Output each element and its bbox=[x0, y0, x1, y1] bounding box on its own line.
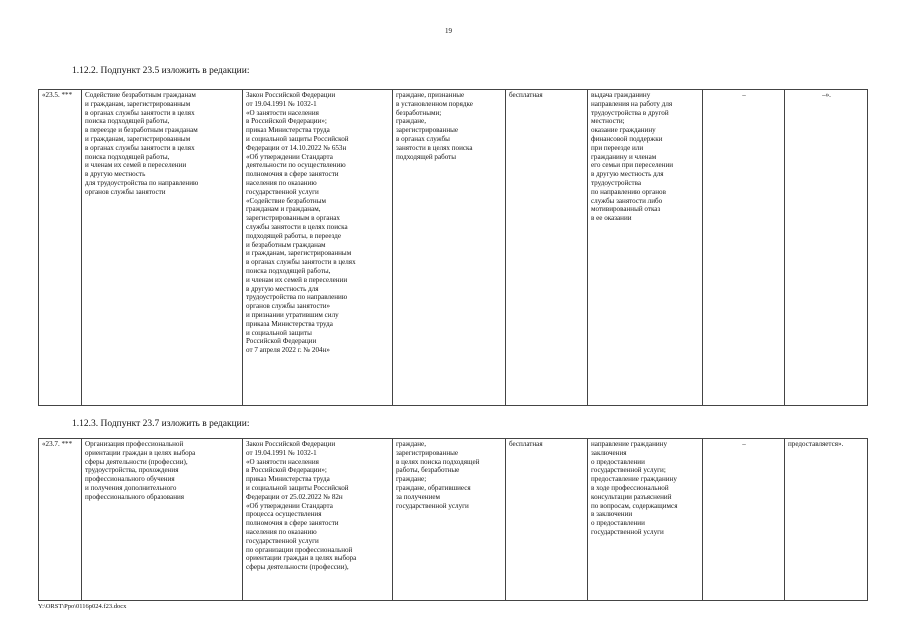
cell-line: полномочия в сфере занятости bbox=[246, 170, 339, 179]
cell-line: Федерации от 14.10.2022 № 653н bbox=[246, 143, 347, 152]
cell-line: по направлению органов bbox=[591, 187, 666, 196]
cell-line: и социальной защиты Российской bbox=[246, 134, 349, 143]
cell-line: в органах службы занятости в целях bbox=[85, 108, 195, 117]
cell-line: сферы деятельности (профессии), bbox=[246, 563, 349, 572]
cell-line: в Российской Федерации»; bbox=[246, 466, 327, 475]
table-row bbox=[39, 90, 868, 406]
cell-line: «Об утверждении Стандарта bbox=[246, 152, 333, 161]
cell-line: и признании утратившим силу bbox=[246, 310, 339, 319]
service-name-cell bbox=[82, 439, 243, 601]
cell-line: приказа Министерства труда bbox=[246, 319, 333, 328]
cell-line: занятости в целях поиска bbox=[396, 143, 473, 152]
cell-line: поиска подходящей работы, bbox=[85, 117, 170, 126]
cell-line: в органах службы занятости в целях bbox=[85, 143, 195, 152]
cell-line: трудоустройства, прохождения bbox=[85, 466, 179, 475]
cell-line: органов службы занятости bbox=[85, 187, 166, 196]
section-heading-23-7: 1.12.3. Подпункт 23.7 изложить в редакции: bbox=[72, 419, 250, 429]
cell-line: в ее оказании bbox=[591, 214, 632, 223]
item-number-cell: «23.5. *** bbox=[39, 90, 82, 406]
cell-line: в органах службы bbox=[396, 134, 450, 143]
cell-line: по вопросам, содержащимся bbox=[591, 501, 678, 510]
cell-line: государственной услуги bbox=[246, 187, 319, 196]
item-number-cell: «23.7. *** bbox=[39, 439, 82, 601]
cell-line: процесса осуществления bbox=[246, 510, 322, 519]
cell-line: зарегистрированные bbox=[396, 448, 459, 457]
cell-line: его семьи при переселении bbox=[591, 161, 674, 170]
cell-line: по организации профессиональной bbox=[246, 545, 353, 554]
cell-line: работы, безработные bbox=[396, 466, 460, 475]
recipients-cell bbox=[393, 90, 506, 406]
cell-line: в другую местность для bbox=[591, 170, 664, 179]
cell-line: выдача гражданину bbox=[591, 91, 651, 99]
cell-line: о предоставлении bbox=[591, 519, 645, 528]
cell-line: в установленном порядке bbox=[396, 99, 473, 108]
cell-line: в другую местность bbox=[85, 170, 146, 179]
cell-line: Организация профессиональной bbox=[85, 440, 184, 448]
cell-line: населения по оказанию bbox=[246, 527, 317, 536]
recipients-cell bbox=[393, 439, 506, 601]
cell-line: при переезде или bbox=[591, 143, 644, 152]
cell-line: «О занятости населения bbox=[246, 108, 319, 117]
cell-line: Содействие безработным гражданам bbox=[85, 91, 196, 99]
column-7-cell: – bbox=[703, 90, 785, 406]
cell-line: государственной услуги bbox=[396, 501, 469, 510]
cell-line: «Содействие безработным bbox=[246, 196, 326, 205]
cell-line: приказ Министерства труда bbox=[246, 475, 330, 484]
cell-line: в Российской Федерации»; bbox=[246, 117, 327, 126]
cell-line: сферы деятельности (профессии), bbox=[85, 457, 188, 466]
table-row bbox=[39, 439, 868, 601]
cell-line: направление гражданину bbox=[591, 440, 668, 448]
cell-line: в целях поиска подходящей bbox=[396, 457, 480, 466]
cell-line: «Об утверждении Стандарта bbox=[246, 501, 333, 510]
cell-line: поиска подходящей работы, bbox=[246, 266, 331, 275]
cell-line: финансовой поддержки bbox=[591, 134, 663, 143]
legal-basis-cell bbox=[243, 439, 393, 601]
cell-line: «О занятости населения bbox=[246, 457, 319, 466]
cell-line: и гражданам, зарегистрированным bbox=[85, 99, 191, 108]
cell-line: ориентации граждан в целях выбора bbox=[246, 554, 357, 563]
cell-line: консультации разъяснений bbox=[591, 492, 672, 501]
cell-line: профессионального образования bbox=[85, 492, 185, 501]
file-path-footer: Y:\ORST\Ppo\0116p024.f23.docx bbox=[38, 603, 127, 610]
section-heading-23-5: 1.12.2. Подпункт 23.5 изложить в редакции: bbox=[72, 66, 250, 76]
cell-line: трудоустройства в другой bbox=[591, 108, 669, 117]
cell-line: и получения дополнительного bbox=[85, 483, 177, 492]
cell-line: и безработным гражданам bbox=[246, 240, 326, 249]
cell-line: заключения bbox=[591, 448, 627, 457]
cell-line: поиска подходящей работы, bbox=[85, 152, 170, 161]
cell-line: государственной услуги bbox=[591, 527, 664, 536]
cell-line: профессионального обучения bbox=[85, 475, 175, 484]
cell-line: от 19.04.1991 № 1032-1 bbox=[246, 448, 317, 457]
cell-line: за получением bbox=[396, 492, 441, 501]
cell-line: Закон Российской Федерации bbox=[246, 91, 336, 99]
result-cell bbox=[588, 90, 703, 406]
cell-line: направления на работу для bbox=[591, 99, 673, 108]
result-cell bbox=[588, 439, 703, 601]
cell-line: Закон Российской Федерации bbox=[246, 440, 336, 448]
cell-line: в заключении bbox=[591, 510, 633, 519]
cell-line: Федерации от 25.02.2022 № 82н bbox=[246, 492, 343, 501]
cell-line: трудоустройства по направлению bbox=[246, 293, 348, 302]
cell-line: о предоставлении bbox=[591, 457, 645, 466]
cell-line: предоставление гражданину bbox=[591, 475, 677, 484]
cell-line: для трудоустройства по направлению bbox=[85, 178, 199, 187]
cell-line: и гражданам, зарегистрированным bbox=[246, 249, 352, 258]
cell-line: безработными; bbox=[396, 108, 442, 117]
cell-line: ориентации граждан в целях выбора bbox=[85, 448, 196, 457]
cell-line: приказ Министерства труда bbox=[246, 126, 330, 135]
column-8-cell: предоставляется». bbox=[785, 439, 868, 601]
cell-line: гражданам и гражданам, bbox=[246, 205, 321, 214]
cell-line: и социальной защиты Российской bbox=[246, 483, 349, 492]
cell-line: населения по оказанию bbox=[246, 178, 317, 187]
page-number: 19 bbox=[445, 27, 452, 35]
cell-line: оказание гражданину bbox=[591, 126, 656, 135]
cell-line: в другую местность для bbox=[246, 284, 319, 293]
cell-line: трудоустройства bbox=[591, 178, 642, 187]
cell-line: зарегистрированным в органах bbox=[246, 214, 340, 223]
cell-line: зарегистрированные bbox=[396, 126, 459, 135]
cell-line: гражданину и членам bbox=[591, 152, 657, 161]
cell-line: Российской Федерации bbox=[246, 337, 317, 346]
payment-cell: бесплатная bbox=[506, 439, 588, 601]
column-8-cell: –». bbox=[785, 90, 868, 406]
cell-line: деятельности по осуществлению bbox=[246, 161, 346, 170]
cell-line: мотивированный отказ bbox=[591, 205, 661, 214]
cell-line: полномочия в сфере занятости bbox=[246, 519, 339, 528]
cell-line: в ходе профессиональной bbox=[591, 483, 669, 492]
payment-cell: бесплатная bbox=[506, 90, 588, 406]
cell-line: и членам их семей в переселении bbox=[246, 275, 348, 284]
table-item-23-5 bbox=[38, 89, 868, 406]
cell-line: граждане, bbox=[396, 440, 426, 448]
service-name-cell bbox=[82, 90, 243, 406]
cell-line: подходящей работы bbox=[396, 152, 457, 161]
cell-line: органов службы занятости» bbox=[246, 302, 331, 311]
cell-line: и гражданам, зарегистрированным bbox=[85, 134, 191, 143]
cell-line: от 19.04.1991 № 1032-1 bbox=[246, 99, 317, 108]
cell-line: государственной услуги; bbox=[591, 466, 666, 475]
cell-line: и социальной защиты bbox=[246, 328, 312, 337]
cell-line: граждане; bbox=[396, 475, 427, 484]
cell-line: государственной услуги bbox=[246, 536, 319, 545]
cell-line: в переезде и безработным гражданам bbox=[85, 126, 198, 135]
table-item-23-7 bbox=[38, 438, 868, 601]
cell-line: граждане, признанные bbox=[396, 91, 465, 99]
cell-line: от 7 апреля 2022 г. № 204н» bbox=[246, 346, 330, 355]
cell-line: местности; bbox=[591, 117, 625, 126]
cell-line: граждане, bbox=[396, 117, 426, 126]
legal-basis-cell bbox=[243, 90, 393, 406]
cell-line: службы занятости в целях поиска bbox=[246, 222, 348, 231]
cell-line: подходящей работы, в переезде bbox=[246, 231, 342, 240]
cell-line: и членам их семей в переселении bbox=[85, 161, 187, 170]
column-7-cell: – bbox=[703, 439, 785, 601]
cell-line: граждане, обратившиеся bbox=[396, 483, 471, 492]
cell-line: в органах службы занятости в целях bbox=[246, 258, 356, 267]
cell-line: службы занятости либо bbox=[591, 196, 663, 205]
